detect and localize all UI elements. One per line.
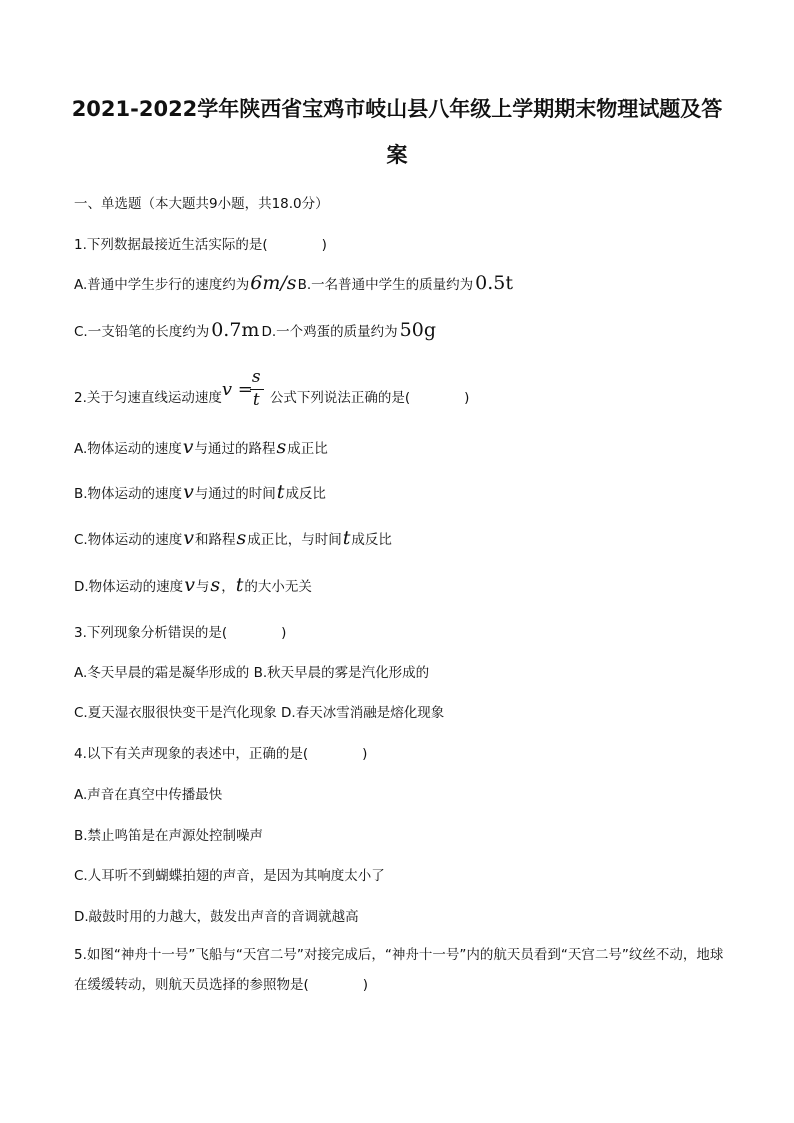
document-title-continued: 案	[386, 143, 408, 167]
q2-d-var-t: t	[235, 574, 244, 596]
q2-a-var-v: v	[182, 436, 194, 458]
q2-d-part2: 与	[195, 579, 210, 595]
question-4-option-b: B.禁止鸣笛是在声源处控制噪声	[74, 828, 264, 844]
question-1-stem: 1.下列数据最接近生活实际的是( )	[74, 237, 327, 253]
q2-c-var-v: v	[183, 527, 194, 549]
q1-option-c-value: 0.7m	[211, 319, 260, 341]
q2-b-part1: B.物体运动的速度	[74, 486, 183, 502]
question-4-option-d: D.敲鼓时用的力越大，鼓发出声音的音调就越高	[74, 909, 359, 925]
question-2-option-a	[74, 436, 328, 458]
q2-c-var-s: s	[236, 527, 247, 549]
section-heading: 一、单选题（本大题共9小题，共18.0分）	[74, 196, 329, 212]
q1-option-b-value: 0.5t	[475, 272, 513, 294]
question-4-option-c: C.人耳听不到蝴蝶拍翅的声音，是因为其响度太小了	[74, 868, 385, 884]
q2-d-part1: D.物体运动的速度	[74, 579, 184, 595]
question-4-stem: 4.以下有关声现象的表述中，正确的是( )	[74, 746, 368, 762]
q2-a-var-s: s	[276, 436, 287, 458]
formula-numerator: s	[251, 367, 261, 387]
q1-option-d-text: D.一个鸡蛋的质量约为	[261, 324, 398, 340]
q1-option-b-text: B.一名普通中学生的质量约为	[297, 277, 474, 293]
q2-b-var-t: t	[276, 481, 285, 503]
q2-b-part3: 成反比	[285, 486, 326, 502]
q2-a-part2: 与通过的路程	[194, 441, 276, 457]
question-2-option-b	[74, 481, 326, 503]
q2-d-part4: 的大小无关	[244, 579, 312, 595]
q2-d-var-s: s	[210, 574, 221, 596]
speed-formula	[222, 367, 270, 413]
q1-option-c-text: C.一支铅笔的长度约为	[74, 324, 210, 340]
question-2-option-c	[74, 527, 392, 549]
q2-c-part4: 成反比	[351, 532, 392, 548]
q1-option-d-value: 50g	[399, 319, 436, 341]
q2-c-var-t: t	[342, 527, 351, 549]
q2-b-var-v: v	[183, 481, 194, 503]
question-4-option-a: A.声音在真空中传播最快	[74, 787, 223, 803]
q2-a-part3: 成正比	[287, 441, 328, 457]
q2-stem-pre: 2.关于匀速直线运动速度	[74, 390, 222, 406]
formula-lhs: v =	[221, 379, 253, 400]
question-2-stem	[74, 367, 469, 413]
question-5-stem: 5.如图“神舟十一号”飞船与“天宫二号”对接完成后，“神舟十一号”内的航天员看到“天宫二号”纹丝不动，地球在缓缓转动，则航天员选择的参照物是( )	[74, 947, 724, 993]
q2-c-part1: C.物体运动的速度	[74, 532, 183, 548]
document-title: 2021-2022学年陕西省宝鸡市岐山县八年级上学期期末物理试题及答	[71, 97, 723, 121]
formula-denominator: t	[252, 390, 260, 410]
question-3-options-cd: C.夏天湿衣服很快变干是汽化现象 D.春天冰雪消融是熔化现象	[74, 705, 445, 721]
q2-a-part1: A.物体运动的速度	[74, 441, 182, 457]
q2-d-part3: ，	[221, 579, 235, 595]
q2-d-var-v: v	[184, 574, 195, 596]
question-1-options-ab	[74, 272, 515, 294]
q2-c-part2: 和路程	[194, 532, 236, 548]
q2-stem-post: 公式下列说法正确的是( )	[269, 390, 470, 406]
question-1-options-cd	[74, 319, 438, 341]
q2-b-part2: 与通过的时间	[194, 486, 276, 502]
question-2-option-d	[74, 574, 312, 596]
question-3-options-ab: A.冬天早晨的霜是凝华形成的 B.秋天早晨的雾是汽化形成的	[74, 665, 430, 681]
q2-c-part3: 成正比，与时间	[247, 532, 342, 548]
question-3-stem: 3.下列现象分析错误的是( )	[74, 625, 287, 641]
q1-option-a-value: 6m/s	[250, 272, 297, 294]
q1-option-a-text: A.普通中学生步行的速度约为	[74, 277, 250, 293]
